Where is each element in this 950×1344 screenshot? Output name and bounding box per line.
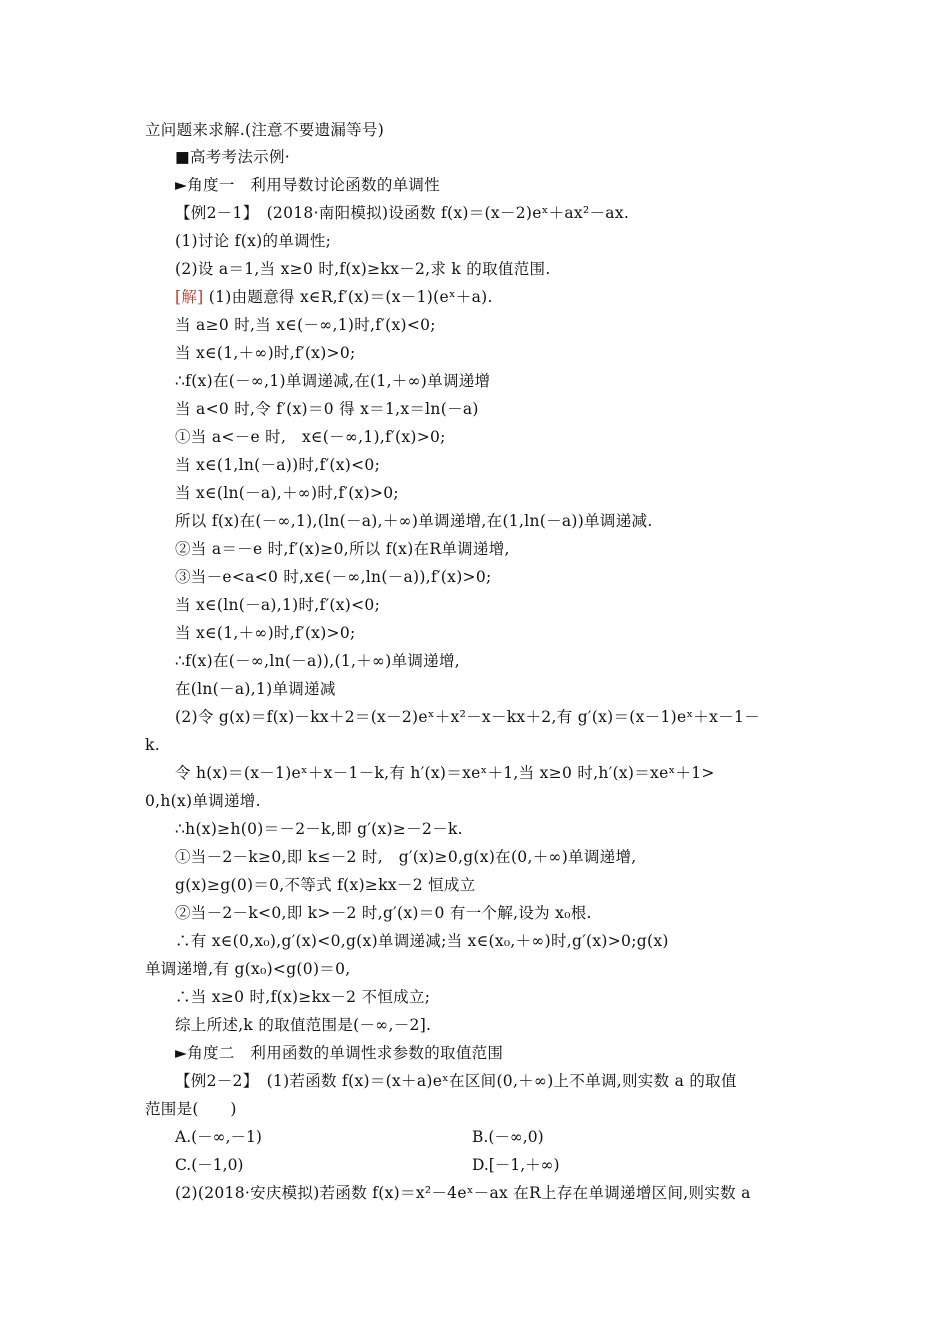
option-c: C.(－1,0)	[175, 1156, 244, 1174]
text-line: ∴当 x≥0 时,f(x)≥kx－2 不恒成立;	[175, 988, 431, 1006]
text-line: 所以 f(x)在(－∞,1),(ln(－a),＋∞)单调递增,在(1,ln(－a))单调递减.	[175, 512, 653, 530]
text-line: (2)设 a＝1,当 x≥0 时,f(x)≥kx－2,求 k 的取值范围.	[175, 260, 551, 278]
text-line: (2)令 g(x)＝f(x)－kx＋2＝(x－2)eˣ＋x²－x－kx＋2,有 g′(x)＝(x－1)eˣ＋x－1－	[175, 708, 760, 726]
text-line: 立问题来求解.(注意不要遗漏等号)	[145, 121, 385, 139]
text-line: 范围是( )	[145, 1100, 237, 1118]
option-a: A.(－∞,－1)	[175, 1128, 262, 1146]
text-line: 单调递增,有 g(x₀)<g(0)＝0,	[145, 960, 351, 978]
solution-text: (1)由题意得 x∈R,f′(x)＝(x－1)(eˣ＋a).	[208, 288, 493, 306]
text-line: 当 x∈(1,＋∞)时,f′(x)>0;	[175, 344, 356, 362]
text-line: (1)讨论 f(x)的单调性;	[175, 232, 332, 250]
text-line: ③当－e<a<0 时,x∈(－∞,ln(－a)),f′(x)>0;	[175, 568, 492, 586]
text-line: 当 x∈(ln(－a),＋∞)时,f′(x)>0;	[175, 484, 399, 502]
text-line: 当 x∈(ln(－a),1)时,f′(x)<0;	[175, 596, 381, 614]
option-b: B.(－∞,0)	[472, 1128, 544, 1146]
text-line: ∴有 x∈(0,x₀),g′(x)<0,g(x)单调递减;当 x∈(x₀,＋∞)时,g′(x)>0;g(x)	[175, 932, 669, 950]
text-line: ∴f(x)在(－∞,1)单调递减,在(1,＋∞)单调递增	[175, 372, 491, 390]
text-line: ①当 a<－e 时, x∈(－∞,1),f′(x)>0;	[175, 428, 446, 446]
text-line: g(x)≥g(0)＝0,不等式 f(x)≥kx－2 恒成立	[175, 876, 476, 894]
text-line: 令 h(x)＝(x－1)eˣ＋x－1－k,有 h′(x)＝xeˣ＋1,当 x≥0 时,h′(x)＝xeˣ＋1>	[175, 764, 715, 782]
text-line: ∴f(x)在(－∞,ln(－a)),(1,＋∞)单调递增,	[175, 652, 460, 670]
text-line: ∴h(x)≥h(0)＝－2－k,即 g′(x)≥－2－k.	[175, 820, 463, 838]
text-line: 当 a≥0 时,当 x∈(－∞,1)时,f′(x)<0;	[175, 316, 436, 334]
solution-tag: [解]	[175, 288, 204, 306]
subsection-heading: ►角度二 利用函数的单调性求参数的取值范围	[175, 1044, 504, 1062]
text-line: ②当 a＝－e 时,f′(x)≥0,所以 f(x)在R单调递增,	[175, 540, 510, 558]
option-d: D.[－1,＋∞)	[472, 1156, 560, 1174]
text-line: (2)(2018·安庆模拟)若函数 f(x)＝x²－4eˣ－ax 在R上存在单调递增区间,则实数 a	[175, 1184, 751, 1202]
text-line: 当 a<0 时,令 f′(x)＝0 得 x＝1,x＝ln(－a)	[175, 400, 479, 418]
example-title: 【例2－1】 (2018·南阳模拟)设函数 f(x)＝(x－2)eˣ＋ax²－ax.	[175, 204, 630, 222]
text-line: 0,h(x)单调递增.	[145, 792, 261, 810]
text-line: ①当－2－k≥0,即 k≤－2 时, g′(x)≥0,g(x)在(0,＋∞)单调递增,	[175, 848, 637, 866]
text-line: 综上所述,k 的取值范围是(－∞,－2].	[175, 1016, 432, 1034]
text-line: k.	[145, 736, 160, 754]
text-line: 在(ln(－a),1)单调递减	[175, 680, 336, 698]
text-line: 当 x∈(1,＋∞)时,f′(x)>0;	[175, 624, 356, 642]
text-line: ②当－2－k<0,即 k>－2 时,g′(x)＝0 有一个解,设为 x₀根.	[175, 904, 592, 922]
section-heading: ■高考考法示例·	[175, 148, 290, 166]
example-title: 【例2－2】 (1)若函数 f(x)＝(x＋a)eˣ在区间(0,＋∞)上不单调,则实数 a 的取值	[175, 1072, 737, 1090]
solution-line	[175, 287, 493, 307]
subsection-heading: ►角度一 利用导数讨论函数的单调性	[175, 176, 441, 194]
text-line: 当 x∈(1,ln(－a))时,f′(x)<0;	[175, 456, 381, 474]
